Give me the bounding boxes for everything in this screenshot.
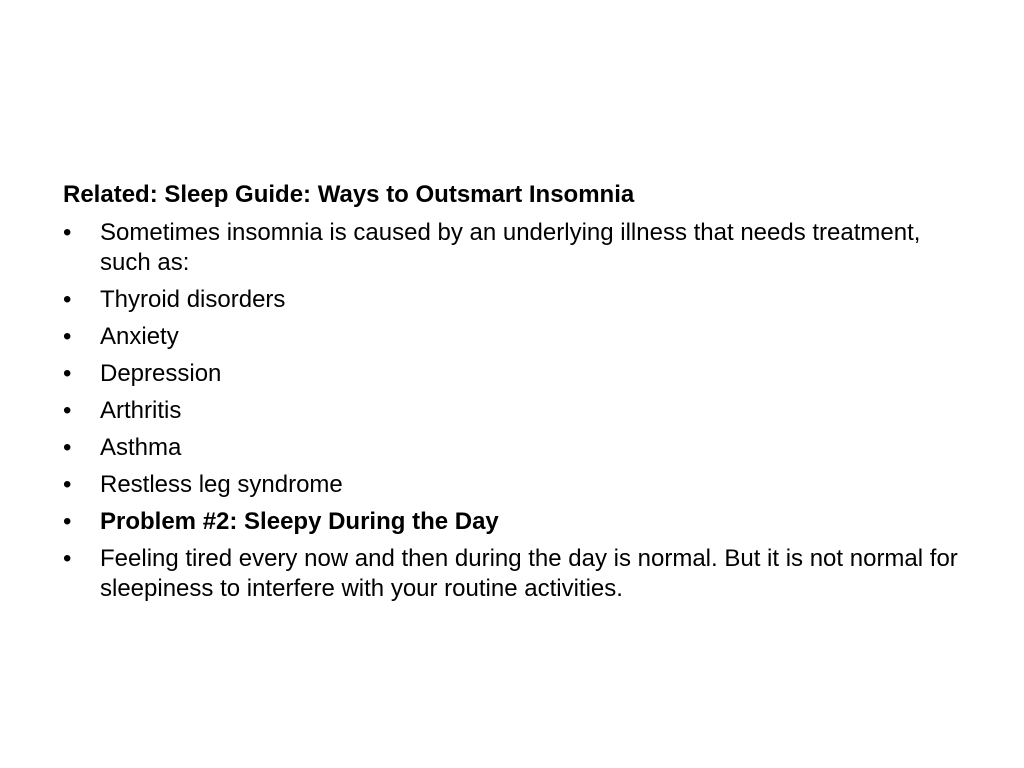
bullet-text: Asthma (100, 434, 182, 461)
bullet-text: Feeling tired every now and then during the day is normal. But it is not normal for sleepiness to interfere with your routine activities. (100, 545, 958, 602)
slide-heading: Related: Sleep Guide: Ways to Outsmart Insomnia (63, 181, 635, 208)
bullet-text: Sometimes insomnia is caused by an underlying illness that needs treatment, such as: (100, 219, 921, 276)
bullet-item (63, 433, 963, 463)
bullet-item (63, 359, 963, 389)
bullet-dot-icon: • (63, 286, 72, 313)
bullet-text: Arthritis (100, 397, 182, 424)
bullet-item (63, 396, 963, 426)
bullet-text: Thyroid disorders (100, 286, 286, 313)
slide-content (63, 180, 963, 611)
bullet-list (63, 218, 963, 604)
bullet-text: Depression (100, 360, 222, 387)
bullet-dot-icon: • (63, 508, 72, 535)
bullet-item (63, 218, 963, 278)
bullet-item (63, 507, 963, 537)
bullet-dot-icon: • (63, 471, 72, 498)
bullet-dot-icon: • (63, 545, 72, 572)
bullet-text: Restless leg syndrome (100, 471, 343, 498)
bullet-dot-icon: • (63, 434, 72, 461)
bullet-item (63, 544, 963, 604)
bullet-item (63, 322, 963, 352)
bullet-dot-icon: • (63, 323, 72, 350)
bullet-text: Anxiety (100, 323, 179, 350)
bullet-dot-icon: • (63, 397, 72, 424)
bullet-dot-icon: • (63, 360, 72, 387)
bullet-dot-icon: • (63, 219, 72, 246)
bullet-item (63, 285, 963, 315)
bullet-item (63, 470, 963, 500)
bullet-text-subheading: Problem #2: Sleepy During the Day (100, 508, 499, 535)
